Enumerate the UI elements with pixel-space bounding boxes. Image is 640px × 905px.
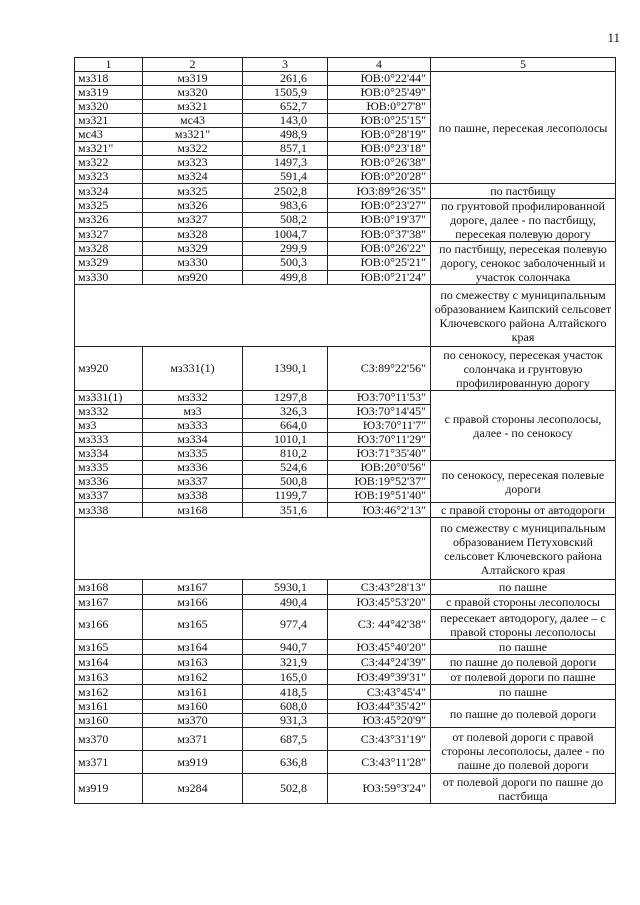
from-point: мз332 — [75, 405, 143, 419]
to-point: мз327 — [143, 213, 243, 227]
segment-length: 983,6 — [243, 199, 328, 213]
segment-length: 299,9 — [243, 242, 328, 256]
table-row — [75, 685, 616, 700]
segment-description: по сенокосу, пересекая участок солончака и грунтовую профилированную дорогу — [431, 347, 616, 391]
bearing: ЮВ:0°20'28" — [328, 170, 431, 184]
to-point: мс43 — [143, 114, 243, 128]
from-point: мз321" — [75, 142, 143, 156]
to-point: мз167 — [143, 580, 243, 595]
segment-length: 500,8 — [243, 475, 328, 489]
table-row — [75, 670, 616, 685]
bearing: ЮВ:0°23'27" — [328, 199, 431, 213]
from-point: мз334 — [75, 447, 143, 461]
table-row — [75, 347, 616, 391]
segment-description: по сенокосу, пересекая полевые дороги — [431, 461, 616, 503]
table-header-row — [75, 58, 616, 72]
segment-length: 931,3 — [243, 714, 328, 728]
table-row — [75, 72, 616, 86]
bearing: ЮЗ:45°53'20" — [328, 595, 431, 610]
from-point: мз318 — [75, 72, 143, 86]
bearing: ЮВ:0°26'38" — [328, 156, 431, 170]
from-point: мз919 — [75, 774, 143, 804]
segment-description: от полевой дороги по пашне — [431, 670, 616, 685]
table-row — [75, 391, 616, 405]
segment-length: 1390,1 — [243, 347, 328, 391]
to-point: мз328 — [143, 227, 243, 241]
header-cell: 3 — [243, 58, 328, 72]
to-point: мз323 — [143, 156, 243, 170]
to-point: мз332 — [143, 391, 243, 405]
from-point: мз371 — [75, 751, 143, 774]
bearing: ЮЗ:44°35'42" — [328, 700, 431, 714]
from-point: мз335 — [75, 461, 143, 475]
segment-length: 490,4 — [243, 595, 328, 610]
from-point: мз324 — [75, 184, 143, 199]
bearing: ЮЗ:59°3'24" — [328, 774, 431, 804]
table-row — [75, 774, 616, 804]
segment-description: по пашне — [431, 640, 616, 655]
from-point: мз327 — [75, 227, 143, 241]
bearing: ЮЗ:49°39'31" — [328, 670, 431, 685]
from-point: мз338 — [75, 503, 143, 518]
to-point: мз333 — [143, 419, 243, 433]
adjacency-row — [75, 285, 616, 347]
to-point: мз919 — [143, 751, 243, 774]
segment-length: 524,6 — [243, 461, 328, 475]
segment-description: по пастбищу, пересекая полевую дорогу, сенокос заболоченный и участок солончака — [431, 242, 616, 285]
to-point: мз160 — [143, 700, 243, 714]
segment-length: 165,0 — [243, 670, 328, 685]
from-point: мз162 — [75, 685, 143, 700]
segment-length: 1010,1 — [243, 433, 328, 447]
segment-description: по пастбищу — [431, 184, 616, 199]
segment-length: 664,0 — [243, 419, 328, 433]
table-row — [75, 580, 616, 595]
to-point: мз324 — [143, 170, 243, 184]
from-point: мз323 — [75, 170, 143, 184]
bearing: ЮВ:19°52'37" — [328, 475, 431, 489]
to-point: мз338 — [143, 489, 243, 503]
to-point: мз321" — [143, 128, 243, 142]
to-point: мз168 — [143, 503, 243, 518]
segment-description: по пашне — [431, 685, 616, 700]
bearing: СЗ:44°24'39" — [328, 655, 431, 670]
bearing: ЮВ:0°28'19" — [328, 128, 431, 142]
from-point: мз370 — [75, 728, 143, 751]
to-point: мз336 — [143, 461, 243, 475]
segment-description: пересекает автодорогу, далее – с правой стороны лесополосы — [431, 610, 616, 640]
segment-description: по пашне, пересекая лесополосы — [431, 72, 616, 184]
adjacency-description: по смежеству с муниципальным образованием Петуховский сельсовет Ключевского района Алтайского края — [431, 518, 616, 580]
from-point: мз164 — [75, 655, 143, 670]
segment-length: 5930,1 — [243, 580, 328, 595]
from-point: мз321 — [75, 114, 143, 128]
to-point: мз326 — [143, 199, 243, 213]
bearing: СЗ:89°22'56" — [328, 347, 431, 391]
table-row — [75, 503, 616, 518]
segment-length: 500,3 — [243, 256, 328, 270]
from-point: мз3 — [75, 419, 143, 433]
table-row — [75, 655, 616, 670]
bearing: СЗ:43°11'28" — [328, 751, 431, 774]
to-point: мз331(1) — [143, 347, 243, 391]
segment-length: 351,6 — [243, 503, 328, 518]
to-point: мз335 — [143, 447, 243, 461]
bearing: ЮЗ:70°11'29" — [328, 433, 431, 447]
segment-length: 810,2 — [243, 447, 328, 461]
adjacency-description: по смежеству с муниципальным образованием Каипский сельсовет Ключевского района Алтайского края — [431, 285, 616, 347]
bearing: ЮЗ:70°14'45" — [328, 405, 431, 419]
segment-length: 143,0 — [243, 114, 328, 128]
header-cell: 1 — [75, 58, 143, 72]
adjacency-row — [75, 518, 616, 580]
segment-description: с правой стороны от автодороги — [431, 503, 616, 518]
to-point: мз162 — [143, 670, 243, 685]
segment-length: 608,0 — [243, 700, 328, 714]
from-point: мз168 — [75, 580, 143, 595]
from-point: мз320 — [75, 100, 143, 114]
bearing: СЗ: 44°42'38" — [328, 610, 431, 640]
bearing: ЮВ:0°26'22" — [328, 242, 431, 256]
bearing: ЮВ:19°51'40" — [328, 489, 431, 503]
segment-length: 687,5 — [243, 728, 328, 751]
to-point: мз166 — [143, 595, 243, 610]
segment-length: 940,7 — [243, 640, 328, 655]
to-point: мз371 — [143, 728, 243, 751]
segment-length: 502,8 — [243, 774, 328, 804]
from-point: мз336 — [75, 475, 143, 489]
to-point: мз284 — [143, 774, 243, 804]
blank-cell — [75, 285, 431, 347]
to-point: мз321 — [143, 100, 243, 114]
to-point: мз163 — [143, 655, 243, 670]
table-row — [75, 242, 616, 256]
bearing: ЮВ:0°19'37" — [328, 213, 431, 227]
from-point: мз329 — [75, 256, 143, 270]
table-row — [75, 184, 616, 199]
segment-length: 1004,7 — [243, 227, 328, 241]
segment-length: 636,8 — [243, 751, 328, 774]
segment-description: по пашне — [431, 580, 616, 595]
from-point: мз161 — [75, 700, 143, 714]
from-point: мз325 — [75, 199, 143, 213]
segment-length: 652,7 — [243, 100, 328, 114]
from-point: мз328 — [75, 242, 143, 256]
segment-length: 498,9 — [243, 128, 328, 142]
bearing: ЮВ:0°37'38" — [328, 227, 431, 241]
bearing: ЮЗ:71°35'40" — [328, 447, 431, 461]
to-point: мз329 — [143, 242, 243, 256]
from-point: мз920 — [75, 347, 143, 391]
bearing: ЮЗ:89°26'35" — [328, 184, 431, 199]
table-row — [75, 595, 616, 610]
segment-length: 857,1 — [243, 142, 328, 156]
to-point: мз334 — [143, 433, 243, 447]
segment-description: по грунтовой профилированной дороге, далее - по пастбищу, пересекая полевую дорогу — [431, 199, 616, 242]
to-point: мз320 — [143, 86, 243, 100]
segment-length: 1505,9 — [243, 86, 328, 100]
table-row — [75, 640, 616, 655]
segment-description: от полевой дороги по пашне до пастбища — [431, 774, 616, 804]
header-cell: 4 — [328, 58, 431, 72]
table-row — [75, 461, 616, 475]
header-cell: 5 — [431, 58, 616, 72]
bearing: СЗ:43°28'13" — [328, 580, 431, 595]
segment-length: 321,9 — [243, 655, 328, 670]
bearing: ЮЗ:70°11'7" — [328, 419, 431, 433]
bearing: СЗ:43°31'19" — [328, 728, 431, 751]
table-row — [75, 199, 616, 213]
bearing: ЮВ:0°21'24" — [328, 270, 431, 284]
segment-length: 326,3 — [243, 405, 328, 419]
segment-length: 1199,7 — [243, 489, 328, 503]
boundary-table — [74, 57, 616, 804]
bearing: ЮВ:0°25'21" — [328, 256, 431, 270]
segment-length: 1297,8 — [243, 391, 328, 405]
to-point: мз165 — [143, 610, 243, 640]
to-point: мз370 — [143, 714, 243, 728]
bearing: ЮВ:20°0'56" — [328, 461, 431, 475]
bearing: ЮВ:0°27'8" — [328, 100, 431, 114]
segment-length: 1497,3 — [243, 156, 328, 170]
table-row — [75, 728, 616, 751]
segment-length: 261,6 — [243, 72, 328, 86]
table-row — [75, 610, 616, 640]
segment-length: 499,8 — [243, 270, 328, 284]
segment-length: 2502,8 — [243, 184, 328, 199]
to-point: мз3 — [143, 405, 243, 419]
from-point: мз165 — [75, 640, 143, 655]
from-point: мз337 — [75, 489, 143, 503]
bearing: ЮВ:0°25'15" — [328, 114, 431, 128]
bearing: ЮЗ:45°40'20" — [328, 640, 431, 655]
segment-description: по пашне до полевой дороги — [431, 655, 616, 670]
from-point: мз330 — [75, 270, 143, 284]
header-cell: 2 — [143, 58, 243, 72]
segment-description: от полевой дороги с правой стороны лесополосы, далее - по пашне до полевой дороги — [431, 728, 616, 774]
page-number: 11 — [607, 30, 620, 45]
table-row — [75, 700, 616, 714]
bearing: ЮЗ:45°20'9" — [328, 714, 431, 728]
from-point: мз160 — [75, 714, 143, 728]
segment-length: 591,4 — [243, 170, 328, 184]
bearing: ЮЗ:70°11'53" — [328, 391, 431, 405]
to-point: мз325 — [143, 184, 243, 199]
from-point: мз331(1) — [75, 391, 143, 405]
to-point: мз337 — [143, 475, 243, 489]
blank-cell — [75, 518, 431, 580]
bearing: ЮВ:0°23'18" — [328, 142, 431, 156]
segment-description: по пашне до полевой дороги — [431, 700, 616, 728]
bearing: ЮЗ:46°2'13" — [328, 503, 431, 518]
to-point: мз330 — [143, 256, 243, 270]
from-point: мз322 — [75, 156, 143, 170]
to-point: мз322 — [143, 142, 243, 156]
segment-length: 977,4 — [243, 610, 328, 640]
segment-description: с правой стороны лесополосы, далее - по сенокосу — [431, 391, 616, 461]
segment-length: 508,2 — [243, 213, 328, 227]
from-point: мз326 — [75, 213, 143, 227]
from-point: мз167 — [75, 595, 143, 610]
to-point: мз164 — [143, 640, 243, 655]
to-point: мз920 — [143, 270, 243, 284]
bearing: СЗ:43°45'4" — [328, 685, 431, 700]
from-point: мз319 — [75, 86, 143, 100]
to-point: мз161 — [143, 685, 243, 700]
from-point: мз166 — [75, 610, 143, 640]
from-point: мз333 — [75, 433, 143, 447]
segment-length: 418,5 — [243, 685, 328, 700]
bearing: ЮВ:0°25'49" — [328, 86, 431, 100]
to-point: мз319 — [143, 72, 243, 86]
segment-description: с правой стороны лесополосы — [431, 595, 616, 610]
from-point: мс43 — [75, 128, 143, 142]
from-point: мз163 — [75, 670, 143, 685]
bearing: ЮВ:0°22'44" — [328, 72, 431, 86]
